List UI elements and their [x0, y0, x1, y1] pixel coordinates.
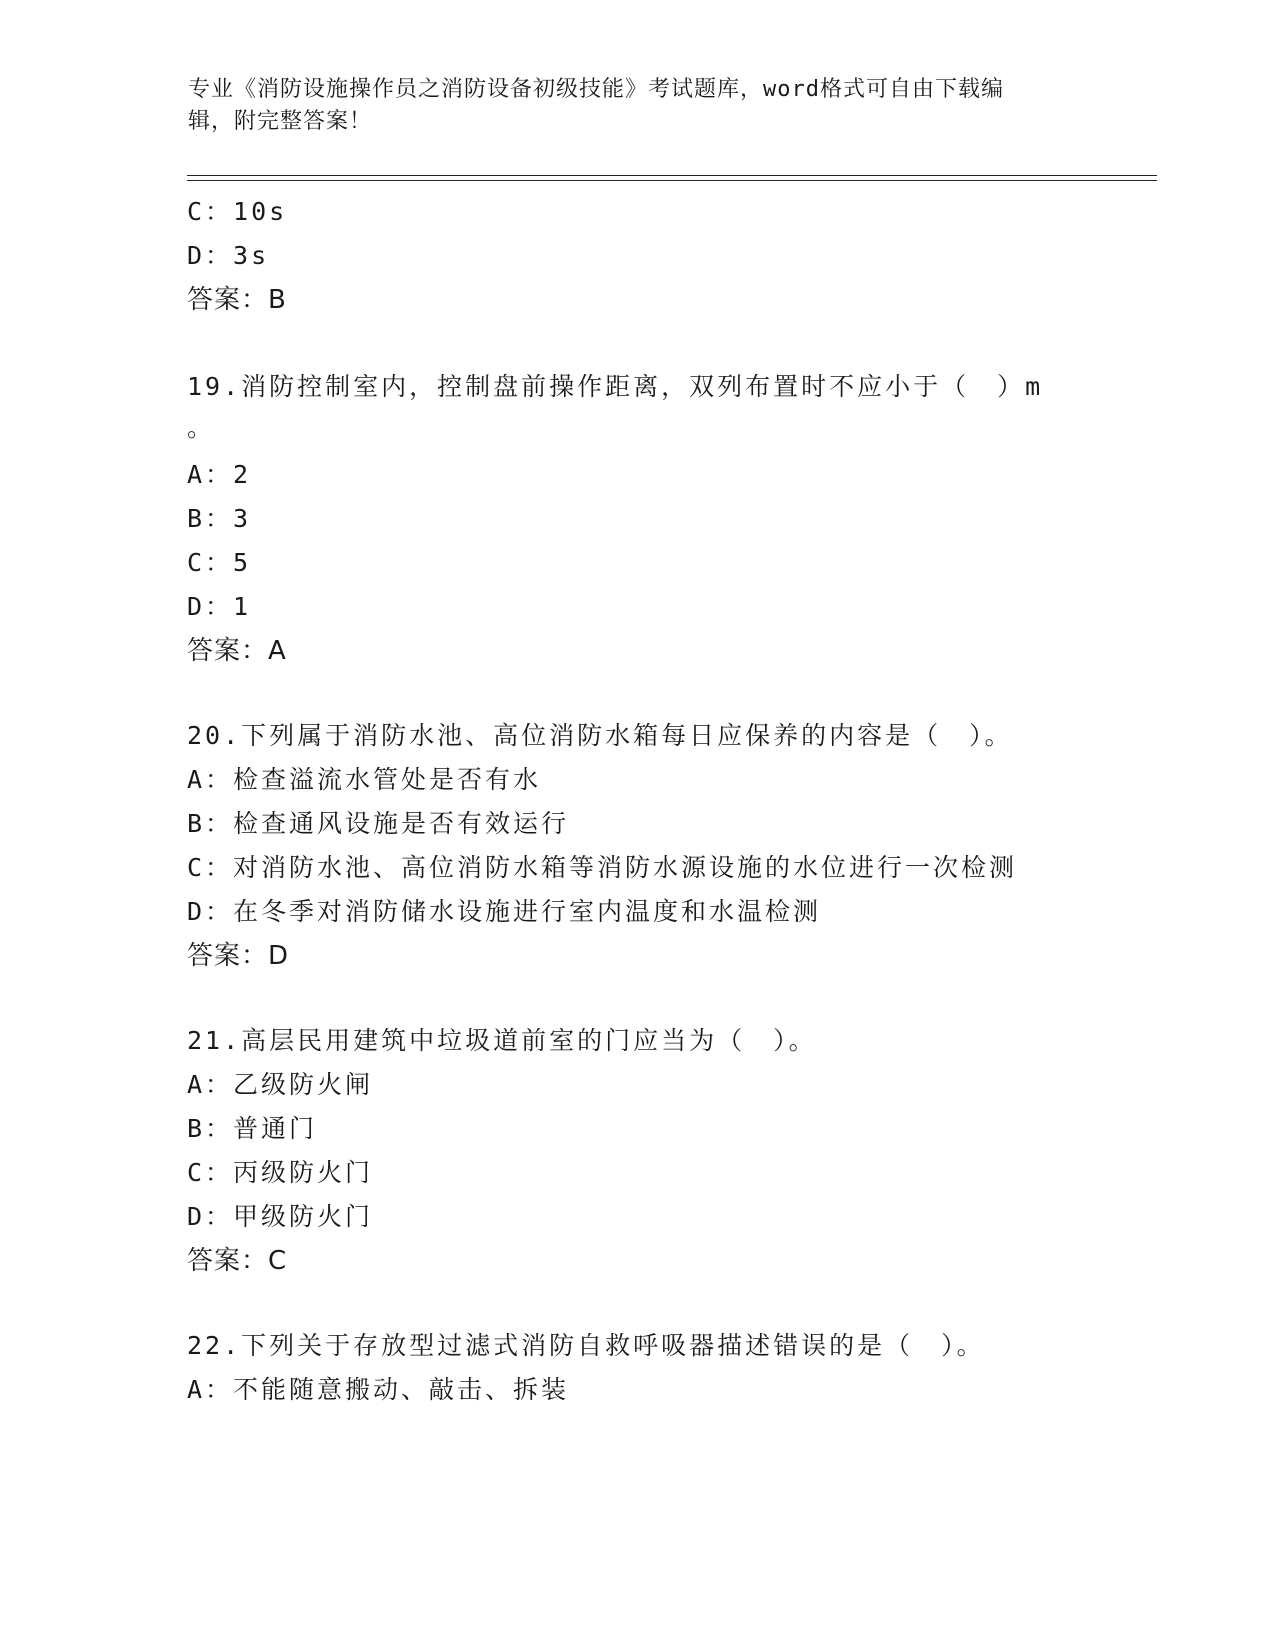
header-rule-bottom [187, 180, 1157, 181]
q19-option-b: B：3 [187, 504, 252, 533]
q21-stem: 21.高层民用建筑中垃圾道前室的门应当为（ ）。 [187, 1026, 817, 1055]
q20-option-a: A：检查溢流水管处是否有水 [187, 765, 542, 794]
header-line-1: 专业《消防设施操作员之消防设备初级技能》考试题库，word格式可自由下载编 [188, 77, 1004, 102]
q21-option-a: A：乙级防火闸 [187, 1070, 374, 1099]
q19-stem: 19.消防控制室内，控制盘前操作距离，双列布置时不应小于（ ）m [187, 372, 1044, 401]
q18-option-c: C：10s [187, 197, 288, 226]
q20-answer: 答案：D [187, 941, 290, 971]
q20-stem: 20.下列属于消防水池、高位消防水箱每日应保养的内容是（ ）。 [187, 721, 1013, 750]
header-rule-top [187, 175, 1157, 176]
q22-stem: 22.下列关于存放型过滤式消防自救呼吸器描述错误的是（ ）。 [187, 1331, 985, 1360]
q22-option-a: A：不能随意搬动、敲击、拆装 [187, 1375, 570, 1404]
header-line-2: 辑，附完整答案！ [188, 109, 373, 134]
q21-option-b: B：普通门 [187, 1114, 318, 1143]
q18-answer: 答案：B [187, 285, 287, 315]
q21-option-c: C：丙级防火门 [187, 1158, 374, 1187]
document-header [188, 74, 1068, 138]
q19-stem-continuation: 。 [187, 413, 216, 442]
q20-option-c: C：对消防水池、高位消防水箱等消防水源设施的水位进行一次检测 [187, 853, 1018, 882]
q19-option-a: A：2 [187, 460, 252, 489]
q18-option-d: D：3s [187, 241, 270, 270]
q20-option-b: B：检查通风设施是否有效运行 [187, 809, 570, 838]
q20-option-d: D：在冬季对消防储水设施进行室内温度和水温检测 [187, 897, 822, 926]
q19-option-c: C：5 [187, 548, 252, 577]
q19-option-d: D：1 [187, 592, 252, 621]
q21-answer: 答案：C [187, 1246, 288, 1276]
q21-option-d: D：甲级防火门 [187, 1202, 374, 1231]
q19-answer: 答案：A [187, 636, 287, 666]
